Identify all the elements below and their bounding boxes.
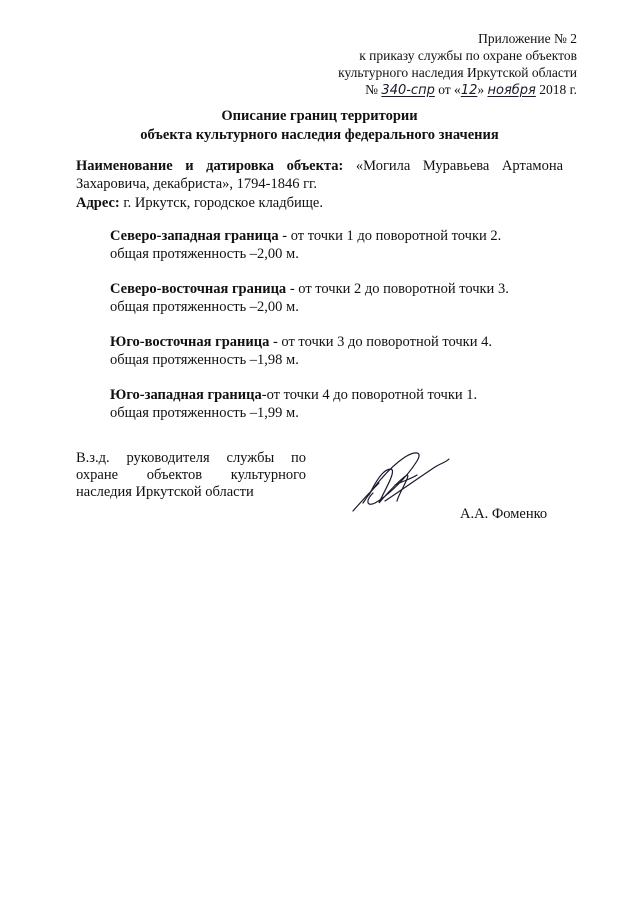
from-label: от « xyxy=(438,82,461,97)
order-year: 2018 г. xyxy=(539,82,577,97)
handwritten-day: 12 xyxy=(460,83,478,98)
boundary-length: общая протяженность –1,99 м. xyxy=(110,405,299,421)
boundary-name: Северо-восточная граница xyxy=(110,281,287,297)
boundary-item xyxy=(110,386,477,422)
position-line-1: В.з.д. руководителя службы по xyxy=(76,450,306,466)
signatory-position xyxy=(76,450,306,501)
position-line-3: наследия Иркутской области xyxy=(76,484,254,500)
boundary-description: - от точки 3 до поворотной точки 4. xyxy=(269,334,492,350)
boundary-name: Юго-западная граница xyxy=(110,387,262,403)
boundary-item xyxy=(110,333,492,369)
boundary-length: общая протяженность –2,00 м. xyxy=(110,299,299,315)
boundary-description: - от точки 2 до поворотной точки 3. xyxy=(286,281,509,297)
boundary-item xyxy=(110,227,501,263)
document-title xyxy=(0,107,639,145)
address-paragraph xyxy=(76,194,563,212)
object-name-label: Наименование и датировка объекта: xyxy=(76,158,344,174)
handwritten-signature xyxy=(345,445,455,520)
boundary-description: - от точки 1 до поворотной точки 2. xyxy=(278,228,502,244)
appendix-number: Приложение № 2 xyxy=(478,31,577,46)
boundary-name: Северо-западная граница xyxy=(110,228,279,244)
address-label: Адрес: xyxy=(76,195,120,211)
authority-name: культурного наследия Иркутской области xyxy=(338,65,577,80)
handwritten-month: ноября xyxy=(487,83,536,98)
address-value: г. Иркутск, городское кладбище. xyxy=(123,195,323,211)
boundary-item xyxy=(110,280,509,316)
appendix-header xyxy=(277,30,577,99)
handwritten-order-number: 340-спр xyxy=(381,83,435,98)
title-line-1: Описание границ территории xyxy=(221,108,418,124)
order-reference: к приказу службы по охране объектов xyxy=(359,48,577,63)
number-label: № xyxy=(365,82,379,97)
order-number-line xyxy=(277,81,577,99)
object-name-value: «Могила Муравьева Артамона Захаровича, декабриста», 1794-1846 гг. xyxy=(76,158,564,192)
boundary-length: общая протяженность –2,00 м. xyxy=(110,246,299,262)
boundary-length: общая протяженность –1,98 м. xyxy=(110,352,299,368)
boundary-name: Юго-восточная граница xyxy=(110,334,270,350)
position-line-2: охране объектов культурного xyxy=(76,467,306,483)
boundary-description: -от точки 4 до поворотной точки 1. xyxy=(261,387,478,403)
quote-close: » xyxy=(477,82,485,97)
signatory-name: А.А. Фоменко xyxy=(460,506,548,522)
title-line-2: объекта культурного наследия федерального значения xyxy=(140,127,499,143)
object-name-paragraph xyxy=(76,157,563,193)
